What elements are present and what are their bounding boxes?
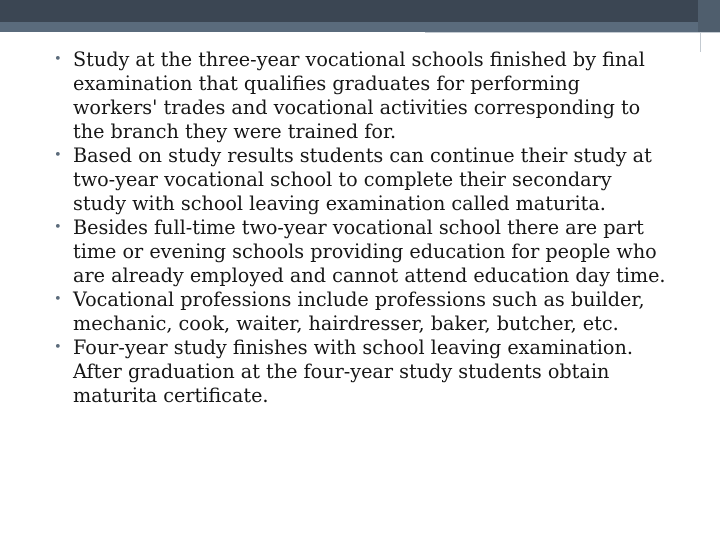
bullet-item-3	[50, 216, 670, 288]
bullet-item-1	[50, 48, 670, 144]
slide-content	[50, 48, 670, 408]
bullet-text: Four-year study finishes with school leaving examination. After graduation at the four-year study students obtain maturita certificate.	[73, 336, 633, 407]
bullet-item-4	[50, 288, 670, 336]
bullet-icon: •	[54, 52, 62, 67]
accent-line	[425, 32, 720, 33]
bullet-item-5	[50, 336, 670, 408]
bullet-item-2	[50, 144, 670, 216]
accent-line-vertical	[700, 32, 701, 52]
bullet-text: Vocational professions include professions such as builder, mechanic, cook, waiter, hairdresser, baker, butcher, etc.	[73, 288, 645, 335]
header-stripe	[0, 22, 720, 32]
bullet-text: Besides full-time two-year vocational school there are part time or evening schools providing education for people who are already employed and cannot attend education day time.	[73, 216, 666, 287]
bullet-icon: •	[54, 148, 62, 163]
bullet-text: Based on study results students can continue their study at two-year vocational school to complete their secondary study with school leaving examination called maturita.	[73, 144, 652, 215]
bullet-icon: •	[54, 292, 62, 307]
bullet-list	[50, 48, 670, 408]
bullet-icon: •	[54, 340, 62, 355]
corner-accent	[698, 0, 720, 32]
bullet-text: Study at the three-year vocational schools finished by final examination that qualifies graduates for performing workers' trades and vocational activities corresponding to the branch they were trained for.	[73, 48, 645, 143]
bullet-icon: •	[54, 220, 62, 235]
header-band	[0, 0, 720, 22]
